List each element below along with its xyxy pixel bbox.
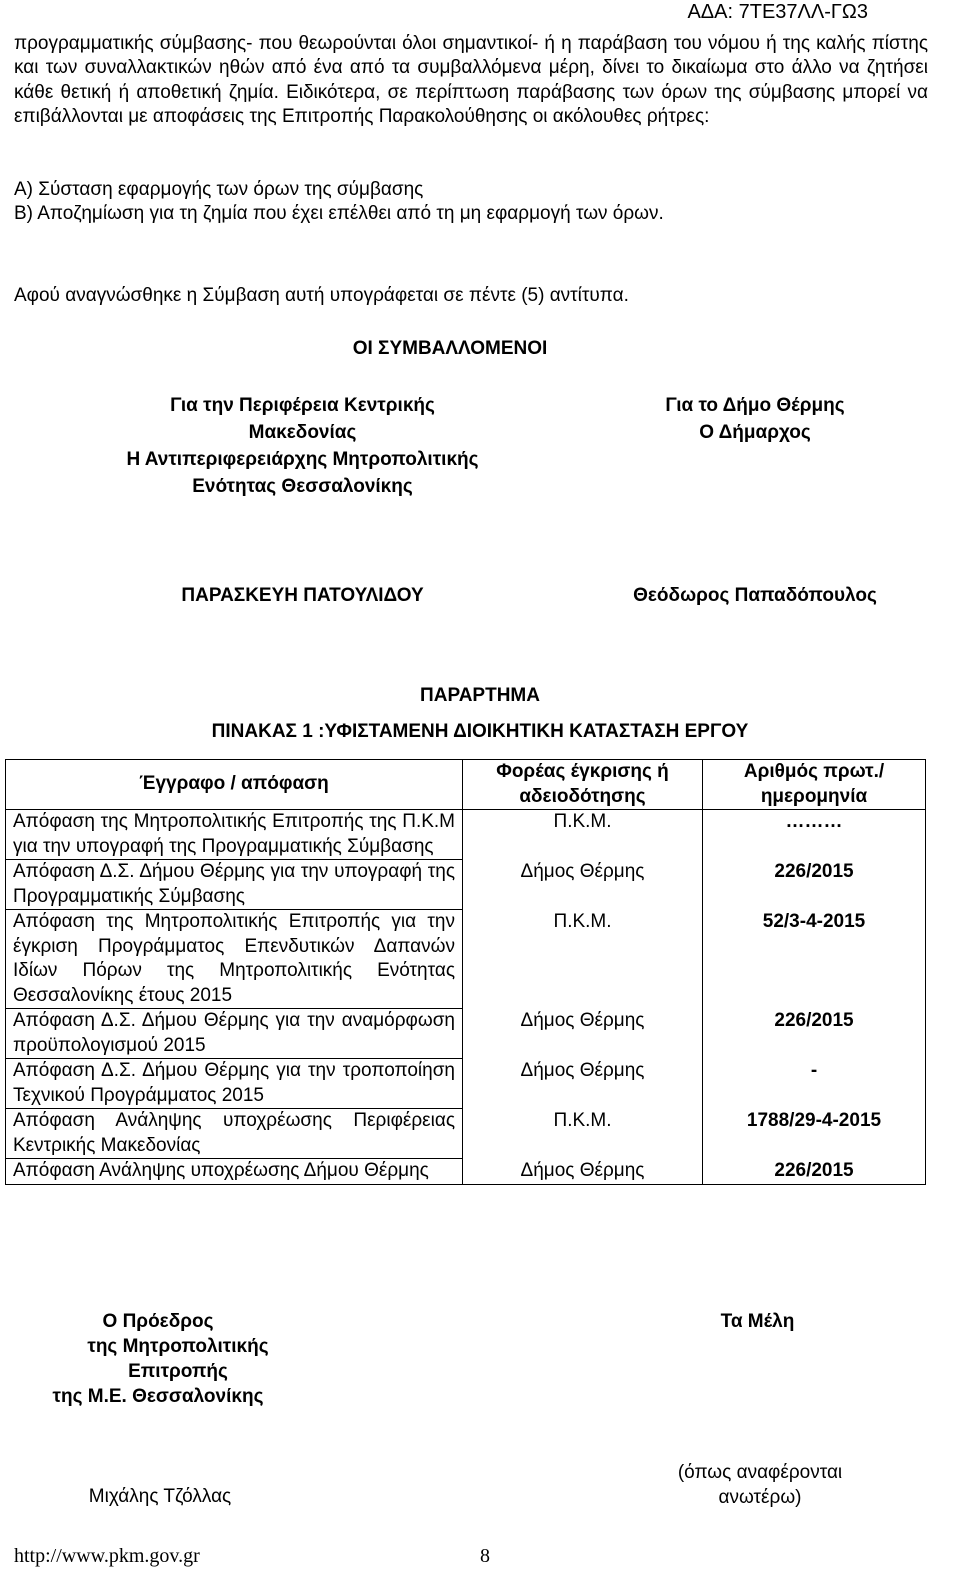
page-number: 8 bbox=[480, 1545, 490, 1567]
annex-table-title: ΠΙΝΑΚΑΣ 1 :ΥΦΙΣΤΑΜΕΝΗ ΔΙΟΙΚΗΤΙΚΗ ΚΑΤΑΣΤΑΣΗ ΕΡΓΟΥ bbox=[211, 721, 749, 742]
members-note bbox=[660, 1460, 860, 1510]
table-row bbox=[6, 860, 926, 910]
members-title: Τα Μέλη bbox=[720, 1311, 795, 1332]
party-right-line: Ο Δήμαρχος bbox=[699, 422, 811, 443]
table-row bbox=[6, 910, 926, 1009]
table-row bbox=[6, 810, 926, 860]
chairman-name: Μιχάλης Τζόλλας bbox=[88, 1486, 232, 1507]
column-header: Αριθμός πρωτ./ ημερομηνία bbox=[703, 760, 926, 810]
column-header: Φορέας έγκρισης ή αδειοδότησης bbox=[463, 760, 703, 810]
chairman-line: της Μητροπολιτικής Επιτροπής bbox=[87, 1336, 269, 1382]
admin-status-table bbox=[5, 759, 926, 1185]
cell-number: 226/2015 bbox=[703, 860, 926, 910]
table-row bbox=[6, 1059, 926, 1109]
party-left bbox=[60, 392, 545, 500]
members-note-line: ανωτέρω) bbox=[718, 1487, 802, 1508]
cell-document: Απόφαση Ανάληψης υποχρέωσης Δήμου Θέρμης bbox=[6, 1159, 463, 1185]
ada-code: ΑΔΑ: 7ΤΕ37ΛΛ-ΓΩ3 bbox=[687, 1, 868, 23]
table-row bbox=[6, 1009, 926, 1059]
party-left-line: Για την Περιφέρεια Κεντρικής bbox=[170, 395, 435, 416]
clause-a: Α) Σύσταση εφαρμογής των όρων της σύμβασης bbox=[14, 179, 424, 200]
party-left-signatory: ΠΑΡΑΣΚΕΥΗ ΠΑΤΟΥΛΙΔΟΥ bbox=[181, 585, 424, 606]
chairman-block bbox=[0, 1309, 316, 1409]
column-header: Έγγραφο / απόφαση bbox=[6, 760, 463, 810]
clause-b: Β) Αποζημίωση για τη ζημία που έχει επέλθει από τη μη εφαρμογή των όρων. bbox=[14, 203, 664, 224]
cell-document: Απόφαση Ανάληψης υποχρέωσης Περιφέρειας Κεντρικής Μακεδονίας bbox=[6, 1109, 463, 1159]
cell-document: Απόφαση Δ.Σ. Δήμου Θέρμης για την τροποποίηση Τεχνικού Προγράμματος 2015 bbox=[6, 1059, 463, 1109]
closing-sentence: Αφού αναγνώσθηκε η Σύμβαση αυτή υπογράφεται σε πέντε (5) αντίτυπα. bbox=[14, 285, 629, 306]
body-paragraph: προγραμματικής σύμβασης- που θεωρούνται όλοι σημαντικοί- ή η παράβαση του νόμου ή της καλής πίστης και των συναλλακτικών ηθών από ένα από τα συμβαλλόμενα μέρη, δίνει το δικαίωμα στο άλλο να ζητήσει κάθε θετική ή αποθετική ζημία. Ειδικότερα, σε περίπτωση παράβασης των όρων της σύμβασης μπορεί να επιβάλλονται με αποφάσεις της Επιτροπής Παρακολούθησης οι ακόλουθες ρήτρες: bbox=[14, 33, 928, 127]
members-note-line: (όπως αναφέρονται bbox=[677, 1462, 843, 1483]
table-row bbox=[6, 1159, 926, 1185]
cell-number: - bbox=[703, 1059, 926, 1109]
cell-authority: Δήμος Θέρμης bbox=[463, 1059, 703, 1109]
cell-number: 226/2015 bbox=[703, 1009, 926, 1059]
cell-document: Απόφαση της Μητροπολιτικής Επιτροπής της Π.Κ.Μ για την υπογραφή της Προγραμματικής Σύμβασης bbox=[6, 810, 463, 860]
footer-url: http://www.pkm.gov.gr bbox=[14, 1545, 200, 1567]
cell-authority: Δήμος Θέρμης bbox=[463, 860, 703, 910]
party-left-line: Μακεδονίας bbox=[248, 422, 357, 443]
cell-number: 1788/29-4-2015 bbox=[703, 1109, 926, 1159]
cell-number: 226/2015 bbox=[703, 1159, 926, 1185]
party-right bbox=[590, 392, 920, 446]
party-left-line: Η Αντιπεριφερειάρχης Μητροπολιτικής bbox=[126, 449, 479, 470]
cell-authority: Π.Κ.Μ. bbox=[463, 1109, 703, 1159]
cell-number: 52/3-4-2015 bbox=[703, 910, 926, 1009]
cell-authority: Δήμος Θέρμης bbox=[463, 1009, 703, 1059]
table-header-row bbox=[6, 760, 926, 810]
cell-authority: Π.Κ.Μ. bbox=[463, 910, 703, 1009]
chairman-line: της Μ.Ε. Θεσσαλονίκης bbox=[52, 1386, 264, 1407]
cell-number: ……… bbox=[703, 810, 926, 860]
cell-document: Απόφαση της Μητροπολιτικής Επιτροπής για την έγκριση Προγράμματος Επενδυτικών Δαπανών Ιδίων Πόρων της Μητροπολιτικής Ενότητας Θεσσαλονίκης έτους 2015 bbox=[6, 910, 463, 1009]
chairman-line: Ο Πρόεδρος bbox=[102, 1311, 214, 1332]
parties-heading: ΟΙ ΣΥΜΒΑΛΛΟΜΕΝΟΙ bbox=[352, 338, 548, 359]
party-right-signatory: Θεόδωρος Παπαδόπουλος bbox=[633, 585, 877, 606]
table-row bbox=[6, 1109, 926, 1159]
annex-title: ΠΑΡΑΡΤΗΜΑ bbox=[420, 685, 540, 706]
party-right-line: Για το Δήμο Θέρμης bbox=[665, 395, 845, 416]
cell-document: Απόφαση Δ.Σ. Δήμου Θέρμης για την αναμόρφωση προϋπολογισμού 2015 bbox=[6, 1009, 463, 1059]
cell-authority: Δήμος Θέρμης bbox=[463, 1159, 703, 1185]
cell-document: Απόφαση Δ.Σ. Δήμου Θέρμης για την υπογραφή της Προγραμματικής Σύμβασης bbox=[6, 860, 463, 910]
party-left-line: Ενότητας Θεσσαλονίκης bbox=[192, 476, 413, 497]
cell-authority: Π.Κ.Μ. bbox=[463, 810, 703, 860]
